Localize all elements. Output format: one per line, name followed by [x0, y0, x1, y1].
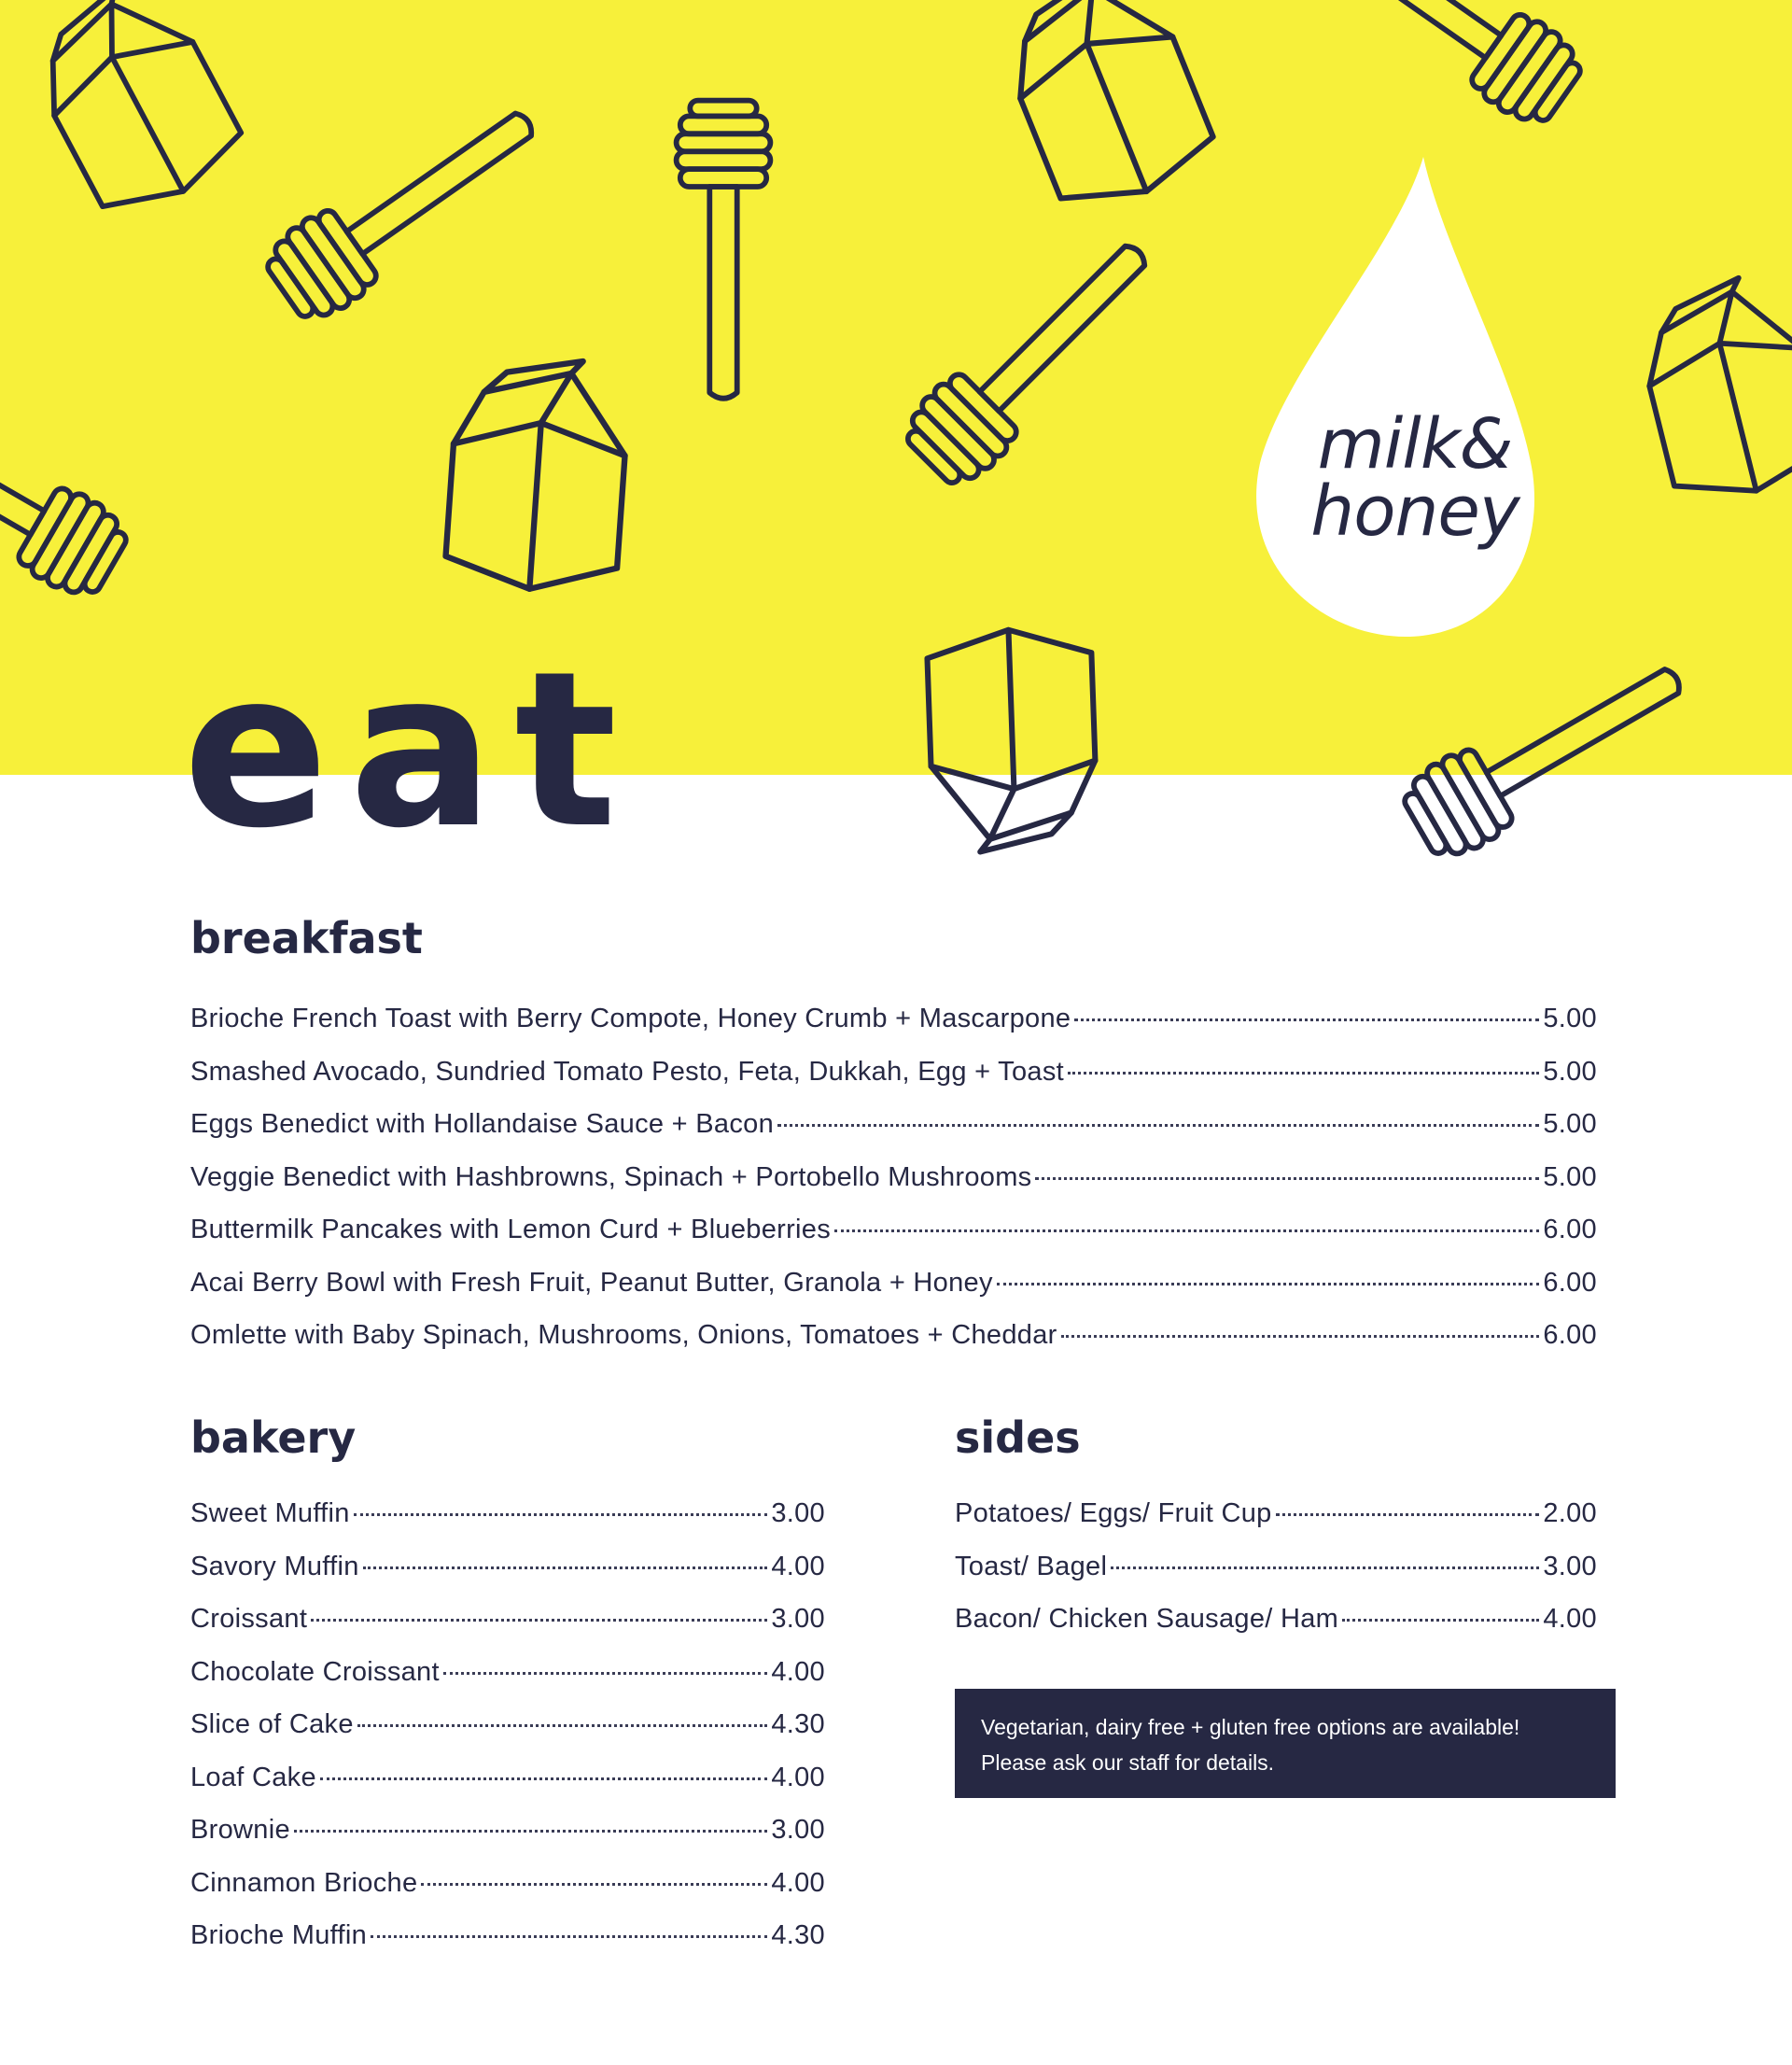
menu-item-price: 5.00	[1543, 1056, 1597, 1087]
menu-item-name: Buttermilk Pancakes with Lemon Curd + Blueberries	[190, 1215, 832, 1244]
menu-item-name: Eggs Benedict with Hollandaise Sauce + Bacon	[190, 1109, 775, 1139]
menu-item-price: 4.00	[771, 1656, 825, 1687]
menu-item-price: 5.00	[1543, 1004, 1597, 1033]
menu-item-price: 6.00	[1543, 1320, 1597, 1350]
dot-leader	[1068, 1072, 1539, 1075]
bakery-menu	[190, 1487, 825, 1962]
menu-item-price: 4.00	[1543, 1604, 1597, 1634]
menu-item-price: 4.00	[771, 1551, 825, 1581]
menu-item-price: 3.00	[1543, 1551, 1597, 1581]
dot-leader	[1061, 1335, 1540, 1338]
menu-item-name: Sweet Muffin	[190, 1498, 350, 1528]
dot-leader	[1276, 1513, 1540, 1516]
notice-line: Please ask our staff for details.	[981, 1750, 1275, 1775]
milk-carton-icon	[1630, 267, 1792, 510]
bakery-title: bakery	[190, 1412, 357, 1463]
menu-item-name: Acai Berry Bowl with Fresh Fruit, Peanut Butter, Granola + Honey	[190, 1267, 993, 1298]
menu-item-name: Bacon/ Chicken Sausage/ Ham	[955, 1604, 1339, 1634]
menu-item	[190, 992, 1597, 1046]
menu-item-name: Veggie Benedict with Hashbrowns, Spinach + Portobello Mushrooms	[190, 1161, 1032, 1192]
menu-item	[190, 1593, 825, 1646]
menu-item-price: 2.00	[1543, 1498, 1597, 1528]
milk-carton-icon	[15, 0, 252, 228]
menu-item-name: Chocolate Croissant	[190, 1656, 440, 1687]
menu-item-name: Smashed Avocado, Sundried Tomato Pesto, Feta, Dukkah, Egg + Toast	[190, 1056, 1064, 1087]
dot-leader	[357, 1724, 768, 1727]
menu-item	[190, 1309, 1597, 1362]
menu-item	[190, 1857, 825, 1910]
menu-item-price: 4.00	[771, 1867, 825, 1898]
dot-leader	[443, 1672, 768, 1675]
menu-item	[190, 1151, 1597, 1204]
dot-leader	[1035, 1177, 1539, 1180]
honey-dipper-icon	[0, 376, 135, 607]
menu-item	[190, 1540, 825, 1594]
dot-leader	[371, 1935, 767, 1938]
menu-item-price: 5.00	[1543, 1161, 1597, 1192]
menu-item-name: Savory Muffin	[190, 1551, 359, 1581]
dot-leader	[997, 1283, 1540, 1285]
menu-item-price: 4.00	[771, 1762, 825, 1792]
menu-item-price: 3.00	[771, 1815, 825, 1845]
menu-item-price: 4.30	[771, 1920, 825, 1950]
brand-logo: milk& honey	[1310, 404, 1519, 552]
menu-item-price: 3.00	[771, 1498, 825, 1528]
dot-leader	[421, 1883, 767, 1886]
menu-item-price: 3.00	[771, 1604, 825, 1634]
menu-item-name: Brownie	[190, 1815, 290, 1845]
notice-line: Vegetarian, dairy free + gluten free options are available!	[981, 1715, 1520, 1739]
dot-leader	[1074, 1018, 1539, 1021]
menu-item	[190, 1046, 1597, 1099]
milk-carton-icon	[444, 353, 632, 595]
breakfast-menu	[190, 992, 1597, 1362]
menu-item	[955, 1487, 1597, 1540]
menu-item	[190, 1257, 1597, 1310]
dot-leader	[834, 1229, 1539, 1232]
menu-item-name: Brioche Muffin	[190, 1920, 368, 1950]
menu-item	[190, 1751, 825, 1805]
honey-dipper-icon	[895, 218, 1172, 496]
honey-dipper-icon	[257, 83, 554, 331]
page-heading: eat	[183, 626, 638, 876]
menu-item-price: 4.30	[771, 1709, 825, 1739]
dot-leader	[1342, 1619, 1539, 1622]
menu-item-name: Slice of Cake	[190, 1709, 354, 1739]
menu-item-price: 6.00	[1543, 1215, 1597, 1244]
milk-drop-logo	[1256, 155, 1536, 640]
menu-item	[190, 1203, 1597, 1257]
dot-leader	[354, 1513, 768, 1516]
dot-leader	[311, 1619, 767, 1622]
honey-dipper-icon	[1293, 0, 1590, 134]
menu-item-name: Toast/ Bagel	[955, 1551, 1108, 1581]
milk-carton-icon	[927, 627, 1099, 853]
menu-item-name: Cinnamon Brioche	[190, 1867, 418, 1898]
sides-title: sides	[955, 1412, 1081, 1463]
menu-item-name: Croissant	[190, 1604, 308, 1634]
breakfast-title: breakfast	[190, 913, 423, 963]
dot-leader	[1111, 1566, 1539, 1569]
menu-item	[190, 1804, 825, 1857]
menu-item-name: Potatoes/ Eggs/ Fruit Cup	[955, 1498, 1272, 1528]
menu-item-price: 6.00	[1543, 1267, 1597, 1298]
sides-menu	[955, 1487, 1597, 1646]
dot-leader	[777, 1124, 1539, 1127]
menu-item	[190, 1098, 1597, 1151]
menu-item	[190, 1698, 825, 1751]
honey-dipper-icon	[677, 101, 771, 399]
menu-item-name: Brioche French Toast with Berry Compote, Honey Crumb + Mascarpone	[190, 1004, 1071, 1033]
menu-item	[190, 1909, 825, 1962]
dot-leader	[320, 1777, 767, 1780]
menu-item	[955, 1540, 1597, 1594]
menu-item	[955, 1593, 1597, 1646]
menu-item-name: Omlette with Baby Spinach, Mushrooms, Onions, Tomatoes + Cheddar	[190, 1320, 1057, 1350]
menu-item	[190, 1646, 825, 1699]
menu-item-price: 5.00	[1543, 1109, 1597, 1139]
dot-leader	[294, 1830, 767, 1833]
dietary-notice	[955, 1689, 1616, 1798]
menu-item-name: Loaf Cake	[190, 1762, 316, 1792]
menu-item	[190, 1487, 825, 1540]
honey-dipper-icon	[1395, 638, 1701, 868]
dot-leader	[363, 1566, 768, 1569]
milk-carton-icon	[987, 0, 1223, 222]
